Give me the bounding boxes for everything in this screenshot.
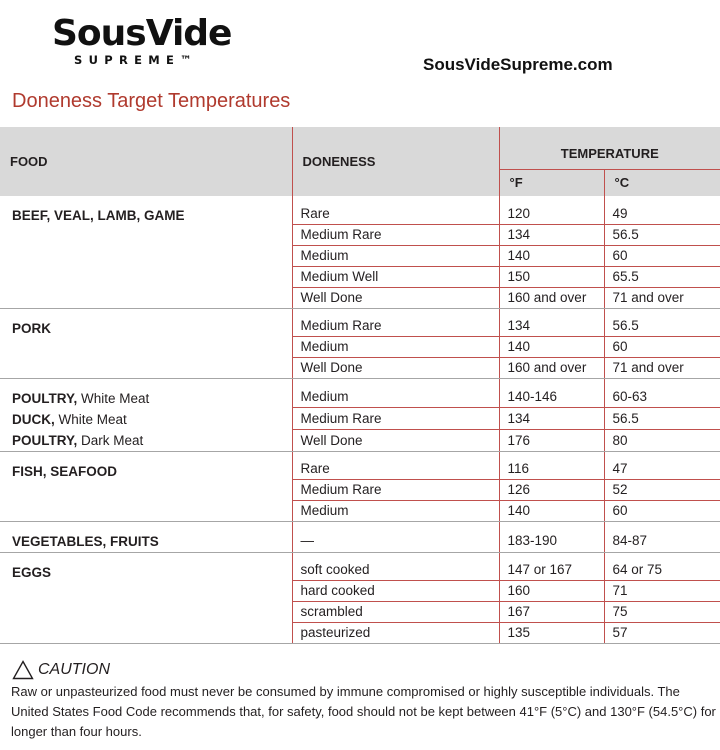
food-cell	[0, 521, 292, 552]
fahrenheit-cell: 167	[499, 601, 604, 622]
doneness-cell: scrambled	[292, 601, 499, 622]
celsius-cell: 47	[604, 451, 720, 479]
fahrenheit-cell: 135	[499, 622, 604, 643]
doneness-cell: —	[292, 521, 499, 552]
food-line	[12, 430, 292, 451]
celsius-cell: 52	[604, 479, 720, 500]
doneness-cell: Medium Rare	[292, 479, 499, 500]
food-cell	[0, 552, 292, 643]
doneness-cell: pasteurized	[292, 622, 499, 643]
food-cell	[0, 196, 292, 308]
doneness-cell: Well Done	[292, 287, 499, 308]
doneness-cell: Medium Rare	[292, 407, 499, 429]
food-cell	[0, 451, 292, 521]
food-line	[12, 318, 292, 339]
food-qualifier: White Meat	[77, 390, 150, 406]
doneness-cell: Medium Rare	[292, 224, 499, 245]
doneness-table	[0, 127, 720, 644]
doneness-cell: Medium	[292, 245, 499, 266]
doneness-cell: Medium Rare	[292, 308, 499, 336]
fahrenheit-cell: 140	[499, 336, 604, 357]
doneness-cell: Medium	[292, 336, 499, 357]
fahrenheit-cell: 183-190	[499, 521, 604, 552]
doneness-cell: Medium Well	[292, 266, 499, 287]
table-row	[0, 451, 720, 479]
food-line	[12, 205, 292, 226]
food-line	[12, 531, 292, 552]
food-line	[12, 409, 292, 430]
celsius-cell: 71 and over	[604, 287, 720, 308]
celsius-cell: 84-87	[604, 521, 720, 552]
food-qualifier: Dark Meat	[77, 432, 144, 448]
table-row	[0, 521, 720, 552]
celsius-cell: 57	[604, 622, 720, 643]
table-body	[0, 196, 720, 643]
food-name: BEEF, VEAL, LAMB, GAME	[12, 208, 185, 223]
fahrenheit-cell: 134	[499, 407, 604, 429]
food-line	[12, 388, 292, 409]
doneness-cell: Well Done	[292, 429, 499, 451]
food-line	[12, 562, 292, 583]
celsius-cell: 56.5	[604, 224, 720, 245]
header-fahrenheit: °F	[499, 169, 604, 196]
fahrenheit-cell: 150	[499, 266, 604, 287]
food-qualifier: White Meat	[54, 411, 127, 427]
celsius-cell: 56.5	[604, 308, 720, 336]
celsius-cell: 49	[604, 196, 720, 224]
fahrenheit-cell: 160 and over	[499, 287, 604, 308]
celsius-cell: 60	[604, 500, 720, 521]
food-cell	[0, 308, 292, 378]
food-name: FISH, SEAFOOD	[12, 463, 118, 479]
doneness-cell: Rare	[292, 196, 499, 224]
doneness-cell: Medium	[292, 500, 499, 521]
header-food: FOOD	[0, 127, 292, 196]
celsius-cell: 75	[604, 601, 720, 622]
fahrenheit-cell: 116	[499, 451, 604, 479]
doneness-cell: soft cooked	[292, 552, 499, 580]
fahrenheit-cell: 160 and over	[499, 357, 604, 378]
table-row	[0, 196, 720, 224]
table-row	[0, 552, 720, 580]
brand-name: SousVide	[52, 13, 232, 54]
doneness-cell: Rare	[292, 451, 499, 479]
fahrenheit-cell: 160	[499, 580, 604, 601]
celsius-cell: 64 or 75	[604, 552, 720, 580]
website-url: SousVideSupreme.com	[423, 55, 613, 74]
table-row	[0, 378, 720, 407]
fahrenheit-cell: 126	[499, 479, 604, 500]
caution-text: Raw or unpasteurized food must never be consumed by immune compromised or highly susceptible individuals. The United States Food Code recommends that, for safety, food should not be kept between 41°F (5°C) and 130°F (54.5°C) for longer than four hours.	[11, 684, 716, 739]
warning-triangle-icon	[12, 660, 34, 680]
celsius-cell: 60	[604, 245, 720, 266]
header-doneness: DONENESS	[292, 127, 499, 196]
food-name: VEGETABLES, FRUITS	[12, 533, 159, 549]
food-line	[12, 461, 292, 482]
celsius-cell: 60-63	[604, 378, 720, 407]
fahrenheit-cell: 140	[499, 245, 604, 266]
fahrenheit-cell: 134	[499, 308, 604, 336]
celsius-cell: 60	[604, 336, 720, 357]
header-temperature: TEMPERATURE	[499, 127, 720, 169]
celsius-cell: 71 and over	[604, 357, 720, 378]
fahrenheit-cell: 140	[499, 500, 604, 521]
brand-logo	[52, 14, 242, 67]
fahrenheit-cell: 120	[499, 196, 604, 224]
fahrenheit-cell: 140-146	[499, 378, 604, 407]
food-name: POULTRY,	[12, 432, 78, 448]
caution-heading: CAUTION	[38, 661, 110, 678]
caution-section	[12, 659, 718, 742]
celsius-cell: 80	[604, 429, 720, 451]
doneness-cell: hard cooked	[292, 580, 499, 601]
food-cell	[0, 378, 292, 451]
celsius-cell: 65.5	[604, 266, 720, 287]
food-name: EGGS	[12, 564, 52, 580]
caution-heading-row	[12, 659, 718, 681]
food-name: POULTRY,	[12, 390, 78, 406]
doneness-cell: Well Done	[292, 357, 499, 378]
page-title: Doneness Target Temperatures	[12, 90, 291, 112]
table-row	[0, 308, 720, 336]
header-celsius: °C	[604, 169, 720, 196]
food-name: PORK	[12, 320, 52, 336]
celsius-cell: 71	[604, 580, 720, 601]
fahrenheit-cell: 147 or 167	[499, 552, 604, 580]
food-name: DUCK,	[12, 411, 55, 427]
celsius-cell: 56.5	[604, 407, 720, 429]
doneness-cell: Medium	[292, 378, 499, 407]
fahrenheit-cell: 134	[499, 224, 604, 245]
fahrenheit-cell: 176	[499, 429, 604, 451]
brand-tagline: SUPREME™	[74, 53, 198, 67]
